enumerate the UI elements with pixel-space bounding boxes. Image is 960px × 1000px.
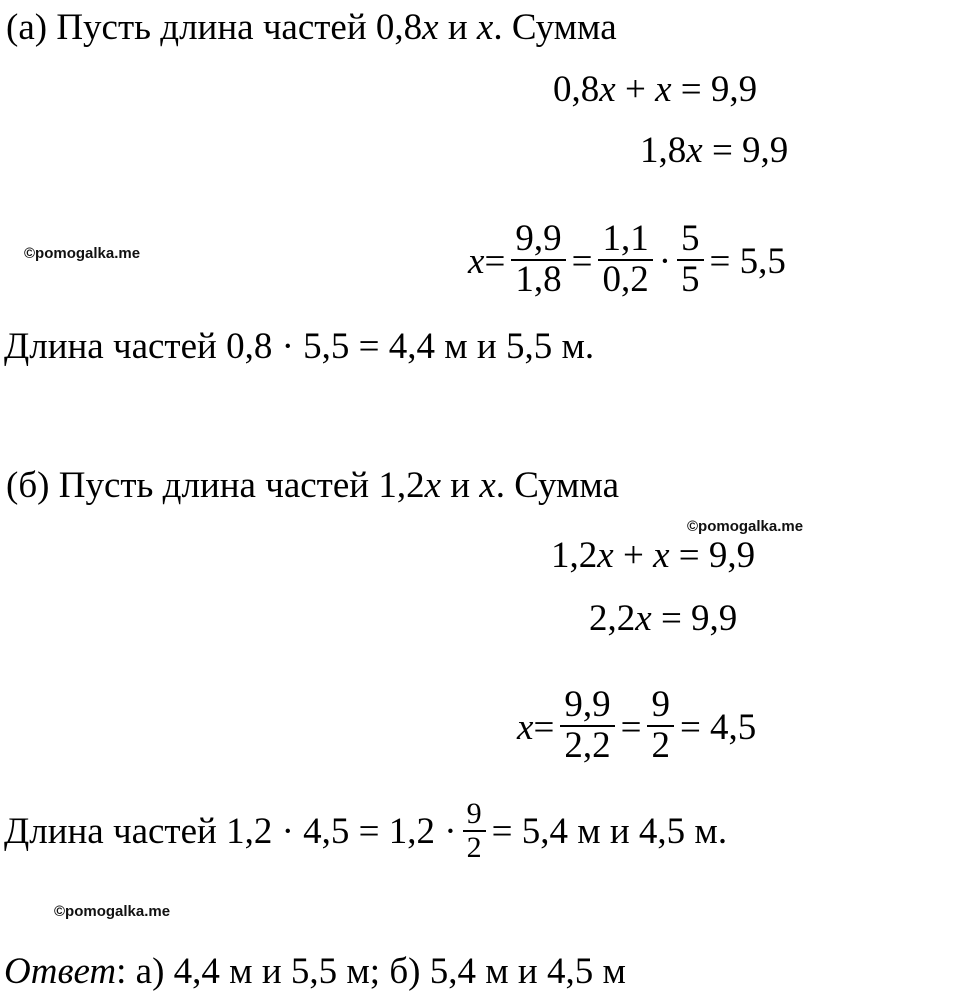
fraction-denominator: 2,2	[560, 725, 614, 766]
part-b-intro-mid: и	[441, 465, 480, 506]
eq-b2-eq: = 9,9	[651, 598, 738, 639]
eq-b3-result: = 4,5	[679, 706, 757, 748]
watermark: ©pomogalka.me	[24, 245, 141, 262]
part-b-equation-2	[589, 599, 737, 640]
part-a-intro-suffix: . Сумма	[493, 7, 617, 48]
eq-a3-equals-2: =	[571, 240, 593, 282]
fraction-numerator: 1,1	[602, 218, 649, 259]
eq-b1-plus: +	[613, 535, 654, 576]
fraction-numerator: 9	[651, 684, 670, 725]
part-a-intro-var2: x	[476, 7, 494, 48]
fraction-numerator: 9	[466, 797, 482, 830]
part-a-intro-var1: x	[422, 7, 439, 48]
part-b-intro-suffix: . Сумма	[495, 465, 620, 506]
part-a-intro-prefix: (а) Пусть длина частей 0,8	[6, 7, 423, 48]
watermark: ©pomogalka.me	[687, 518, 804, 535]
fraction-denominator: 2	[463, 830, 486, 864]
eq-a1-var: x	[599, 69, 616, 110]
eq-a3-var: x	[468, 240, 485, 282]
eq-a1-left: 0,8	[553, 69, 600, 110]
fraction-denominator: 5	[677, 259, 704, 300]
part-a-intro-mid: и	[438, 7, 477, 48]
eq-a3-dot: ·	[658, 240, 672, 282]
part-a-equation-2	[640, 131, 788, 172]
eq-b1-var2: x	[653, 535, 670, 576]
part-b-conclusion-suffix: = 5,4 м и 4,5 м.	[491, 811, 728, 853]
fraction-9-over-2-inline	[463, 798, 486, 863]
eq-b2-left: 2,2	[589, 598, 636, 639]
eq-b1-left: 1,2	[551, 535, 598, 576]
eq-b1-var: x	[597, 535, 614, 576]
watermark: ©pomogalka.me	[54, 903, 171, 920]
part-a-equation-1	[553, 70, 757, 111]
part-a-equation-3	[468, 218, 786, 302]
part-b-equation-3	[517, 684, 757, 768]
eq-a2-left: 1,8	[640, 130, 687, 171]
eq-a1-plus: +	[615, 69, 656, 110]
part-b-conclusion-prefix: Длина частей 1,2 · 4,5 = 1,2 ·	[4, 811, 457, 853]
eq-b3-equals-1: =	[533, 706, 555, 748]
fraction-numerator: 5	[681, 218, 700, 259]
eq-b1-eq: = 9,9	[669, 535, 756, 576]
eq-b2-var: x	[635, 598, 652, 639]
eq-a1-var2: x	[655, 69, 672, 110]
fraction-11-over-02	[598, 220, 652, 300]
part-b-intro	[6, 466, 619, 507]
eq-a1-eq: = 9,9	[671, 69, 758, 110]
eq-b3-var: x	[517, 706, 534, 748]
fraction-99-over-22	[560, 686, 614, 766]
part-b-intro-var1: x	[424, 465, 441, 506]
part-b-equation-1	[551, 536, 755, 577]
answer-label: Ответ	[4, 951, 117, 992]
part-b-intro-prefix: (б) Пусть длина частей 1,2	[6, 465, 425, 506]
eq-a3-equals-1: =	[484, 240, 506, 282]
part-b-intro-var2: x	[479, 465, 496, 506]
part-a-conclusion: Длина частей 0,8 · 5,5 = 4,4 м и 5,5 м.	[4, 326, 595, 367]
fraction-99-over-18	[511, 220, 565, 300]
fraction-denominator: 2	[647, 725, 674, 766]
final-answer	[4, 952, 626, 993]
fraction-5-over-5	[677, 220, 704, 300]
part-b-conclusion	[4, 797, 728, 865]
eq-a2-eq: = 9,9	[702, 130, 789, 171]
fraction-denominator: 0,2	[598, 259, 652, 300]
eq-a2-var: x	[686, 130, 703, 171]
part-a-intro	[6, 8, 617, 49]
fraction-numerator: 9,9	[515, 218, 562, 259]
fraction-numerator: 9,9	[564, 684, 611, 725]
eq-b3-equals-2: =	[620, 706, 642, 748]
eq-a3-result: = 5,5	[709, 240, 786, 282]
answer-text: : а) 4,4 м и 5,5 м; б) 5,4 м и 4,5 м	[116, 951, 626, 992]
fraction-9-over-2	[647, 686, 674, 766]
fraction-denominator: 1,8	[511, 259, 565, 300]
